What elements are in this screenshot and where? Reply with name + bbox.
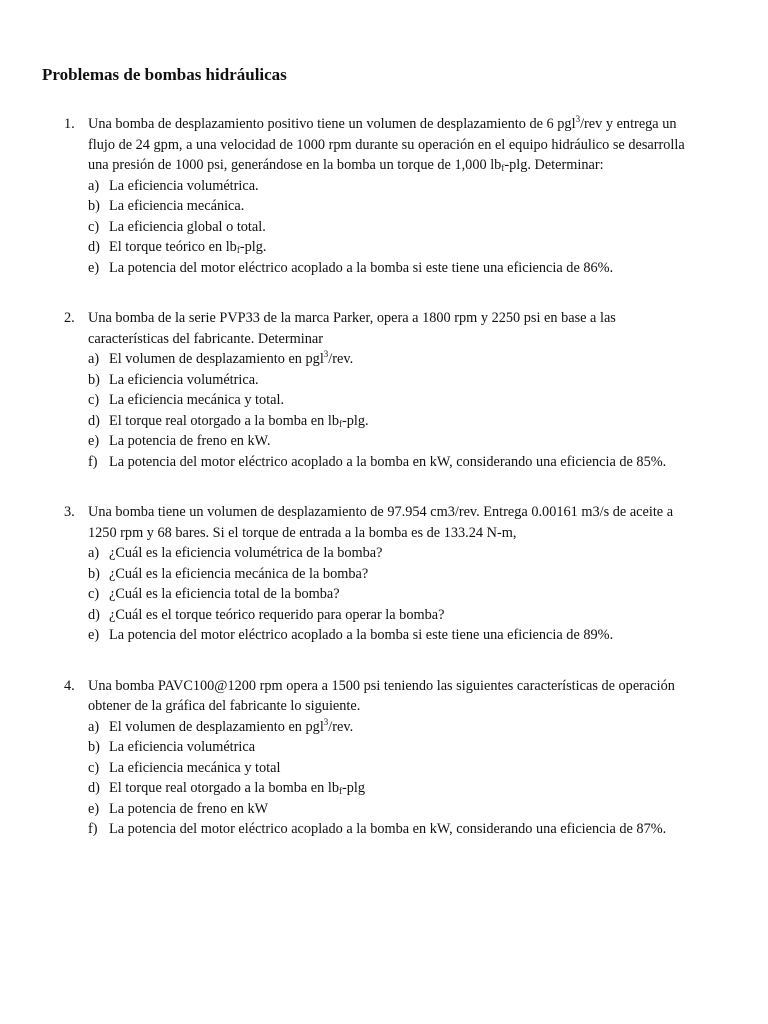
subquestion bbox=[88, 390, 726, 411]
statement-line: Una bomba de desplazamiento positivo tiene un volumen de desplazamiento de 6 pgl$^3$/rev y entrega un bbox=[88, 114, 677, 132]
subquestion bbox=[88, 370, 726, 391]
subquestion-text: El volumen de desplazamiento en pgl$^3$/rev. bbox=[109, 349, 354, 367]
document-title: Problemas de bombas hidráulicas bbox=[42, 65, 287, 84]
statement-line: obtener de la gráfica del fabricante lo siguiente. bbox=[88, 698, 361, 714]
subquestion bbox=[88, 737, 726, 758]
problem-number: 2. bbox=[64, 310, 75, 326]
subquestion-list bbox=[88, 349, 726, 472]
subquestion-text: La potencia de freno en kW bbox=[109, 800, 269, 817]
subquestion-letter: c) bbox=[88, 218, 100, 235]
problem-body bbox=[88, 308, 726, 472]
subquestion-letter: a) bbox=[88, 177, 100, 194]
subquestion-list bbox=[88, 717, 726, 840]
problem-number: 4. bbox=[64, 677, 75, 694]
statement-line: Una bomba de la serie PVP33 de la marca Parker, opera a 1800 rpm y 2250 psi en base a las bbox=[88, 310, 616, 326]
statement-line: flujo de 24 gpm, a una velocidad de 1000 rpm durante su operación en el equipo hidráulico se desarrolla bbox=[88, 136, 685, 153]
subquestion-text: La potencia de freno en kW. bbox=[109, 433, 271, 449]
subscript: f bbox=[339, 786, 342, 796]
problem-body bbox=[88, 502, 726, 646]
subquestion bbox=[88, 584, 726, 605]
subquestion-text: ¿Cuál es la eficiencia total de la bomba? bbox=[109, 586, 340, 602]
subquestion-text: ¿Cuál es el torque teórico requerido para operar la bomba? bbox=[109, 606, 445, 623]
subquestion-letter: e) bbox=[88, 800, 100, 817]
subquestion bbox=[88, 564, 726, 585]
subquestion-letter: b) bbox=[88, 739, 100, 755]
subquestion-letter: d) bbox=[88, 412, 100, 429]
subquestion-list bbox=[88, 176, 726, 279]
subquestion bbox=[88, 605, 726, 626]
problem-statement bbox=[88, 676, 726, 717]
subquestion bbox=[88, 196, 726, 217]
subquestion-text: El torque real otorgado a la bomba en $lb_f$-plg bbox=[109, 780, 366, 796]
subquestion-letter: a) bbox=[88, 718, 100, 735]
subquestion-text: La eficiencia volumétrica bbox=[109, 739, 256, 755]
subquestion bbox=[88, 217, 726, 238]
subquestion-text: El torque real otorgado a la bomba en $lb_f$-plg. bbox=[109, 412, 369, 429]
subquestion-letter: a) bbox=[88, 351, 100, 367]
subquestion-text: La eficiencia mecánica y total. bbox=[109, 392, 285, 408]
subquestion-letter: d) bbox=[88, 239, 100, 255]
problem-statement bbox=[88, 114, 726, 176]
subquestion-letter: e) bbox=[88, 259, 100, 276]
problem-statement bbox=[88, 308, 726, 349]
subquestion bbox=[88, 717, 726, 738]
problem-number: 1. bbox=[64, 116, 75, 132]
subquestion-text: La eficiencia volumétrica. bbox=[109, 371, 259, 388]
problem-3 bbox=[42, 502, 726, 646]
subquestion bbox=[88, 758, 726, 779]
problem-body bbox=[88, 676, 726, 840]
subquestion bbox=[88, 431, 726, 452]
subquestion-letter: d) bbox=[88, 606, 100, 623]
problem-list bbox=[42, 114, 726, 840]
subquestion bbox=[88, 349, 726, 370]
statement-line: Una bomba PAVC100@1200 rpm opera a 1500 psi teniendo las siguientes características de operación bbox=[88, 677, 675, 694]
superscript: 3 bbox=[323, 716, 329, 727]
problem-4 bbox=[42, 676, 726, 840]
superscript: 3 bbox=[575, 114, 581, 124]
subquestion-text: La potencia del motor eléctrico acoplado a la bomba si este tiene una eficiencia de 86%. bbox=[109, 259, 614, 276]
statement-line: 1250 rpm y 68 bares. Si el torque de entrada a la bomba es de 133.24 N-m, bbox=[88, 524, 517, 541]
superscript: 3 bbox=[323, 349, 329, 359]
subscript: f bbox=[236, 245, 240, 255]
subquestion-letter: f) bbox=[88, 453, 98, 470]
subquestion-letter: e) bbox=[88, 433, 100, 449]
statement-line: Una bomba tiene un volumen de desplazamiento de 97.954 cm3/rev. Entrega 0.00161 m3/s de aceite a bbox=[88, 504, 674, 520]
subquestion-letter: c) bbox=[88, 586, 100, 602]
subquestion-text: ¿Cuál es la eficiencia volumétrica de la bomba? bbox=[109, 545, 383, 561]
subquestion-letter: b) bbox=[88, 371, 100, 388]
subquestion-text: La potencia del motor eléctrico acoplado a la bomba si este tiene una eficiencia de 89%. bbox=[109, 627, 614, 643]
problem-body bbox=[88, 114, 726, 278]
subquestion bbox=[88, 176, 726, 197]
subquestion bbox=[88, 819, 726, 840]
subquestion-text: ¿Cuál es la eficiencia mecánica de la bomba? bbox=[109, 565, 369, 582]
problem-2 bbox=[42, 308, 726, 472]
subquestion-text: La eficiencia volumétrica. bbox=[109, 177, 259, 194]
subquestion bbox=[88, 778, 726, 799]
subquestion-letter: f) bbox=[88, 821, 98, 837]
subquestion-list bbox=[88, 543, 726, 646]
subquestion-text: La eficiencia mecánica. bbox=[109, 198, 245, 214]
subquestion-text: La potencia del motor eléctrico acoplado a la bomba en kW, considerando una eficiencia de 85%. bbox=[109, 453, 667, 470]
subquestion bbox=[88, 452, 726, 473]
subquestion-text: La potencia del motor eléctrico acoplado a la bomba en kW, considerando una eficiencia de 87%. bbox=[109, 821, 667, 837]
problem-1 bbox=[42, 114, 726, 278]
subquestion-letter: b) bbox=[88, 565, 100, 582]
subquestion bbox=[88, 411, 726, 432]
subscript: f bbox=[501, 163, 505, 173]
subquestion-text: La eficiencia global o total. bbox=[109, 218, 266, 235]
subquestion-letter: b) bbox=[88, 198, 100, 214]
problem-statement bbox=[88, 502, 726, 543]
subquestion-letter: c) bbox=[88, 392, 100, 408]
subquestion bbox=[88, 543, 726, 564]
subquestion-letter: e) bbox=[88, 627, 100, 643]
subquestion-text: La eficiencia mecánica y total bbox=[109, 759, 281, 776]
statement-line: una presión de 1000 psi, generándose en la bomba un torque de 1,000 $lb_f$-plg. Determinar: bbox=[88, 157, 604, 173]
subquestion bbox=[88, 799, 726, 820]
subquestion-text: El torque teórico en $lb_f$-plg. bbox=[109, 239, 267, 255]
subquestion bbox=[88, 625, 726, 646]
subquestion-letter: c) bbox=[88, 759, 100, 776]
subquestion-letter: a) bbox=[88, 545, 100, 561]
subquestion-text: El volumen de desplazamiento en pgl$^3$/rev. bbox=[109, 716, 354, 735]
subscript: f bbox=[339, 418, 342, 429]
statement-line: características del fabricante. Determinar bbox=[88, 330, 323, 347]
subquestion bbox=[88, 258, 726, 279]
subquestion-letter: d) bbox=[88, 780, 100, 796]
problem-number: 3. bbox=[64, 504, 75, 520]
subquestion bbox=[88, 237, 726, 258]
